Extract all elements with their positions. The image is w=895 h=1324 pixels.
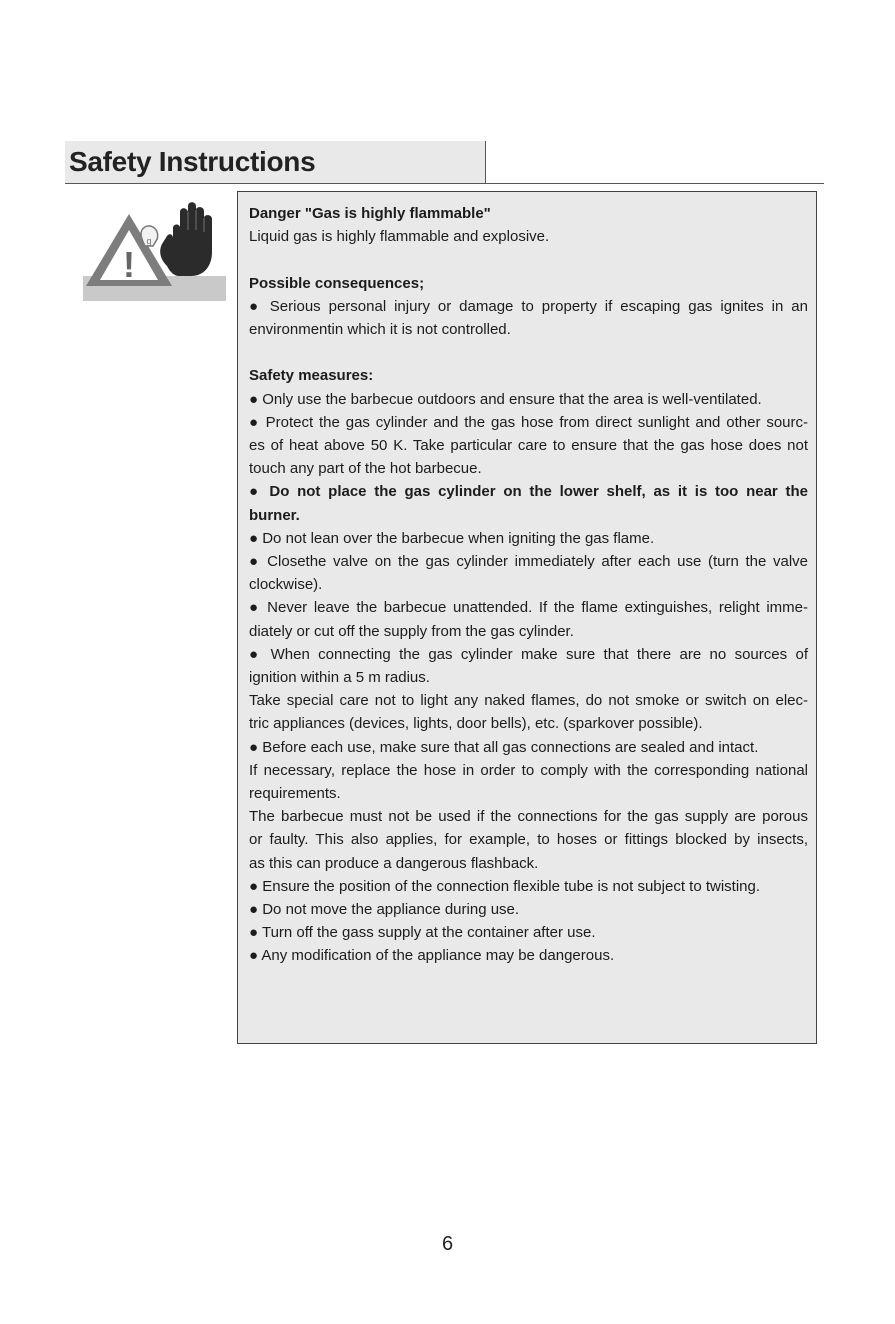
measures-line: ● Do not place the gas cylinder on the lower shelf, as it is too near the [249, 483, 808, 501]
measures-line: The barbecue must not be used if the connections for the gas supply are porous [249, 808, 808, 826]
measures-line: tric appliances (devices, lights, door bells), etc. (sparkover possible). [249, 715, 703, 733]
measures-line: ● When connecting the gas cylinder make sure that there are no sources of [249, 645, 808, 663]
measures-line: ● Ensure the position of the connection flexible tube is not subject to twisting. [249, 877, 761, 895]
measures-line: ● Only use the barbecue outdoors and ensure that the area is well-ventilated. [249, 390, 762, 408]
svg-text:g: g [146, 236, 152, 246]
measures-line: es of heat above 50 K. Take particular care to ensure that the gas hose does not [249, 437, 808, 454]
measures-line: ● Before each use, make sure that all gas connections are sealed and intact. [249, 738, 759, 756]
measures-line: ignition within a 5 m radius. [249, 669, 430, 687]
measures-line: as this can produce a dangerous flashback. [249, 854, 539, 872]
measures-line: Take special care not to light any naked flames, do not smoke or switch on elec- [249, 692, 808, 710]
danger-heading: Danger "Gas is highly flammable" [249, 205, 491, 222]
measures-line: or faulty. This also applies, for example, to hoses or fittings blocked by insects, [249, 831, 808, 849]
measures-line: ● Turn off the gass supply at the container after use. [249, 924, 596, 942]
measures-line: ● Do not lean over the barbecue when igniting the gas flame. [249, 529, 655, 547]
measures-line: ● Do not move the appliance during use. [249, 901, 520, 919]
danger-text: Liquid gas is highly flammable and explosive. [249, 228, 550, 246]
measures-line: ● Protect the gas cylinder and the gas hose from direct sunlight and other sourc- [249, 413, 808, 431]
safety-text [249, 202, 808, 968]
header-rule [65, 183, 824, 184]
svg-text:!: ! [123, 244, 135, 285]
measures-line: diately or cut off the supply from the gas cylinder. [249, 622, 574, 640]
consequences-line: ● Serious personal injury or damage to property if escaping gas ignites in an [249, 297, 808, 315]
page-title: Safety Instructions [69, 146, 316, 177]
measures-line: burner. [249, 506, 300, 524]
measures-line: touch any part of the hot barbecue. [249, 460, 482, 478]
consequences-heading: Possible consequences; [249, 274, 425, 292]
measures-heading: Safety measures: [249, 367, 374, 385]
consequences-line: environmentin which it is not controlled. [249, 321, 511, 338]
page-number: 6 [441, 1233, 454, 1255]
measures-line: clockwise). [249, 576, 323, 594]
measures-line: ● Any modification of the appliance may be dangerous. [249, 947, 615, 965]
measures-line: If necessary, replace the hose in order to comply with the corresponding national [249, 761, 808, 779]
measures-line: requirements. [249, 785, 341, 803]
header-divider [485, 141, 486, 184]
measures-line: ● Closethe valve on the gas cylinder immediately after each use (turn the valve [249, 553, 808, 571]
warning-stop-hand-icon [83, 200, 226, 301]
measures-line: ● Never leave the barbecue unattended. If the flame extinguishes, relight imme- [249, 599, 808, 617]
